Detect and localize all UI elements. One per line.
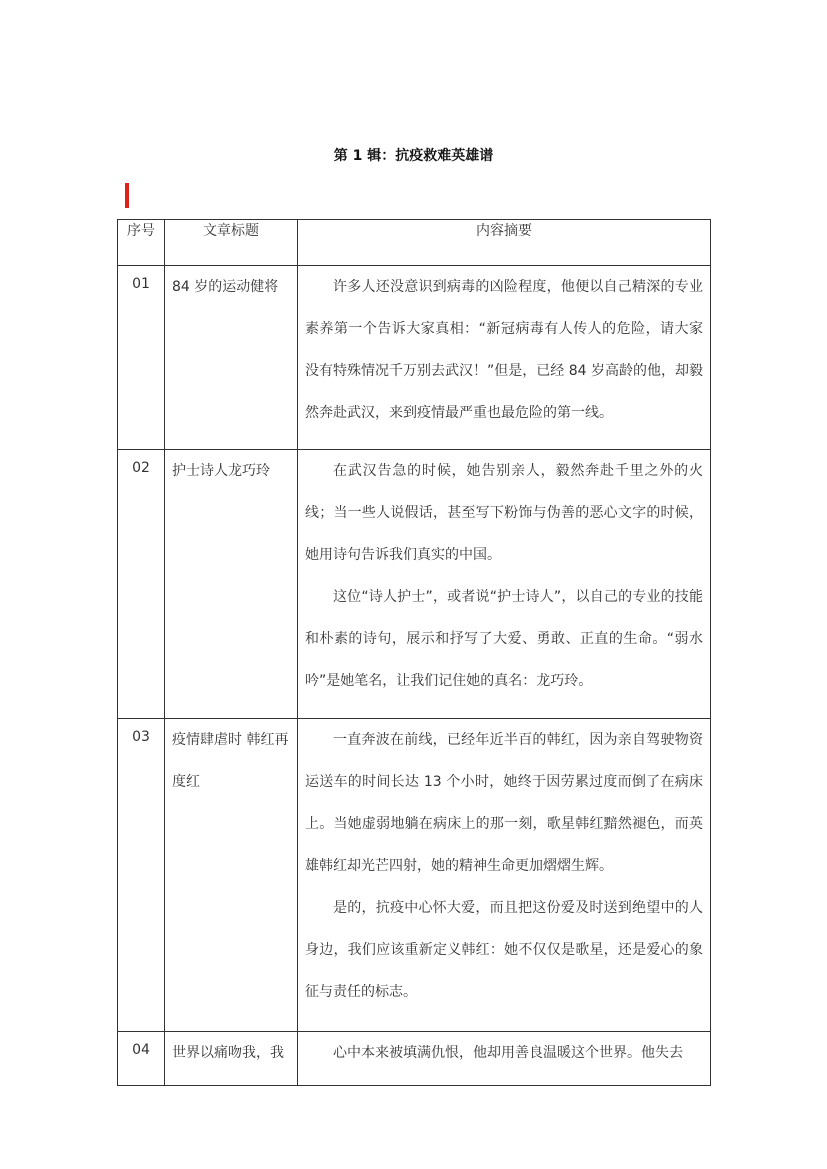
table-row	[118, 1032, 711, 1086]
row-title	[165, 719, 298, 1032]
header-title: 文章标题	[165, 220, 298, 266]
table-header-row	[118, 220, 711, 266]
section-marker	[125, 183, 129, 208]
row-number	[118, 1032, 165, 1086]
row-number-text: 04	[132, 1042, 150, 1058]
header-number: 序号	[118, 220, 165, 266]
summary-paragraph: 是的，抗疫中心怀大爱，而且把这份爱及时送到绝望中的人身边，我们应该重新定义韩红：她不仅仅是歌星，还是爱心的象征与责任的标志。	[305, 900, 703, 1000]
row-title	[165, 266, 298, 450]
row-summary	[298, 266, 711, 450]
row-number-text: 03	[132, 729, 150, 745]
summary-paragraph: 这位“诗人护士”，或者说“护士诗人”，以自己的专业的技能和朴素的诗句，展示和抒写了大爱、勇敢、正直的生命。“弱水吟”是她笔名，让我们记住她的真名：龙巧玲。	[305, 589, 703, 689]
header-summary: 内容摘要	[298, 220, 711, 266]
row-number-text: 02	[132, 460, 150, 476]
row-title-text: 护士诗人龙巧玲	[172, 463, 270, 479]
row-summary	[298, 719, 711, 1032]
table-row	[118, 450, 711, 719]
row-number	[118, 719, 165, 1032]
summary-paragraph: 在武汉告急的时候，她告别亲人，毅然奔赴千里之外的火线；当一些人说假话，甚至写下粉饰与伪善的恶心文字的时候，她用诗句告诉我们真实的中国。	[305, 463, 703, 563]
row-number-text: 01	[132, 276, 150, 292]
row-summary	[298, 1032, 711, 1086]
row-number	[118, 266, 165, 450]
row-title-text: 世界以痛吻我，我	[172, 1045, 284, 1061]
summary-paragraph: 一直奔波在前线，已经年近半百的韩红，因为亲自驾驶物资运送车的时间长达 13 个小时，她终于因劳累过度而倒了在病床上。当她虚弱地躺在病床上的那一刻，歌星韩红黯然褪色，而英雄韩红却光芒四射，她的精神生命更加熠熠生辉。	[305, 732, 703, 874]
table-row	[118, 266, 711, 450]
row-title	[165, 450, 298, 719]
row-title-text: 84 岁的运动健将	[172, 279, 279, 295]
row-number	[118, 450, 165, 719]
summary-paragraph: 心中本来被填满仇恨，他却用善良温暖这个世界。他失去	[333, 1045, 683, 1061]
row-title-text: 疫情肆虐时 韩红再度红	[172, 732, 289, 790]
summary-paragraph: 许多人还没意识到病毒的凶险程度，他便以自己精深的专业素养第一个告诉大家真相：“新冠病毒有人传人的危险，请大家没有特殊情况千万别去武汉！”但是，已经 84 岁高龄的他，却毅然奔赴武汉，来到疫情最严重也最危险的第一线。	[305, 279, 703, 421]
article-table	[117, 219, 711, 1086]
row-summary	[298, 450, 711, 719]
row-title	[165, 1032, 298, 1086]
page-title: 第 1 辑：抗疫救难英雄谱	[333, 148, 494, 164]
table-row	[118, 719, 711, 1032]
